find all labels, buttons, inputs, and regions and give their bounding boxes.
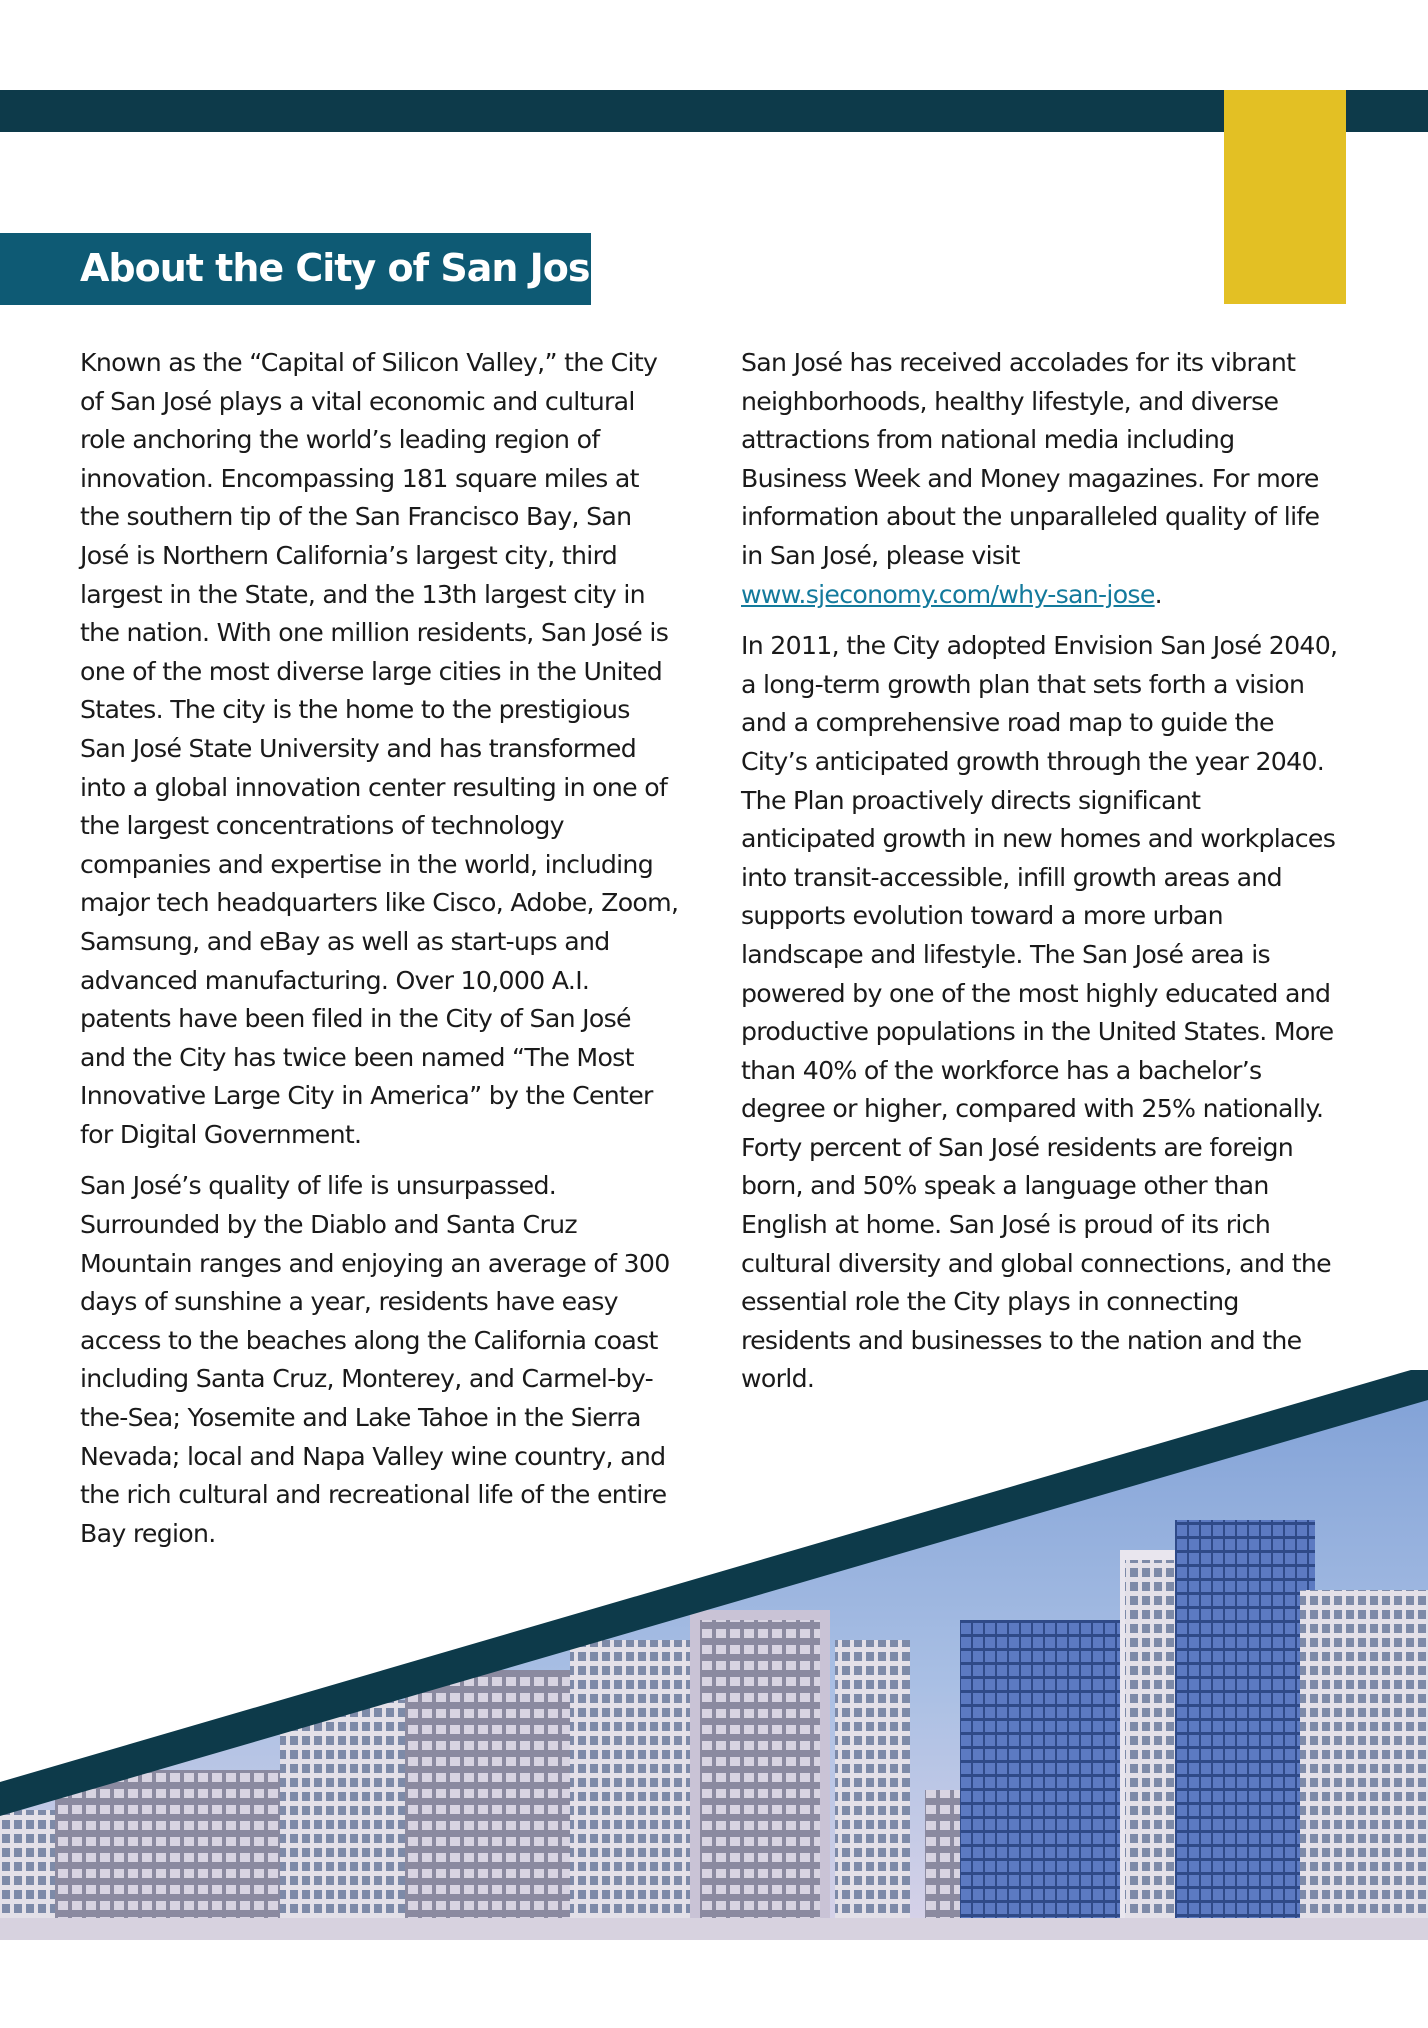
gold-accent-block (1224, 90, 1346, 304)
right-column (741, 344, 1341, 1412)
header-band (0, 90, 1428, 132)
city-skyline-photo (0, 1370, 1428, 1940)
paragraph-silicon-valley: Known as the “Capital of Silicon Valley,” the City of San José plays a vital economic and cultural role anchoring the world’s leading region of innovation. Encompassing 181 square miles at the southern tip of the San Francisco Bay, San José is Northern California’s largest city, third largest in the State, and the 13th largest city in the nation. With one million residents, San José is one of the most diverse large cities in the United States. The city is the home to the prestigious San José State University and has transformed into a global innovation center resulting in one of the largest concentrations of technology companies and expertise in the world, including major tech headquarters like Cisco, Adobe, Zoom, Samsung, and eBay as well as start-ups and advanced manufacturing. Over 10,000 A.I. patents have been filed in the City of San José and the City has twice been named “The Most Innovative Large City in America” by the Center for Digital Government. (80, 348, 679, 1149)
accolades-period: . (1154, 579, 1162, 609)
sjeconomy-link[interactable]: www.sjeconomy.com/why-san-jose (741, 579, 1155, 609)
paragraph-quality-of-life: San José’s quality of life is unsurpassed. Surrounded by the Diablo and Santa Cruz Mountain ranges and enjoying an average of 300 days of sunshine a year, residents have easy access to the beaches along the California coast including Santa Cruz, Monterey, and Carmel-by-the-Sea; Yosemite and Lake Tahoe in the Sierra Nevada; local and Napa Valley wine country, and the rich cultural and recreational life of the entire Bay region. (80, 1171, 670, 1548)
paragraph-envision-2040: In 2011, the City adopted Envision San José 2040, a long-term growth plan that sets forth a vision and a comprehensive road map to guide the City’s anticipated growth through the year 2040. The Plan proactively directs significant anticipated growth in new homes and workplaces into transit-accessible, infill growth areas and supports evolution toward a more urban landscape and lifestyle. The San José area is powered by one of the most highly educated and productive populations in the United States. More than 40% of the workforce has a bachelor’s degree or higher, compared with 25% nationally. Forty percent of San José residents are foreign born, and 50% speak a language other than English at home. San José is proud of its rich cultural diversity and global connections, and the essential role the City plays in connecting residents and businesses to the nation and the world. (741, 631, 1338, 1394)
accolades-text: San José has received accolades for its vibrant neighborhoods, healthy lifestyle, and diverse attractions from national media including Business Week and Money magazines. For more information about the unparalleled quality of life in San José, please visit (741, 348, 1320, 570)
page-title: About the City of San José (80, 246, 615, 290)
paragraph-accolades (741, 344, 1341, 614)
